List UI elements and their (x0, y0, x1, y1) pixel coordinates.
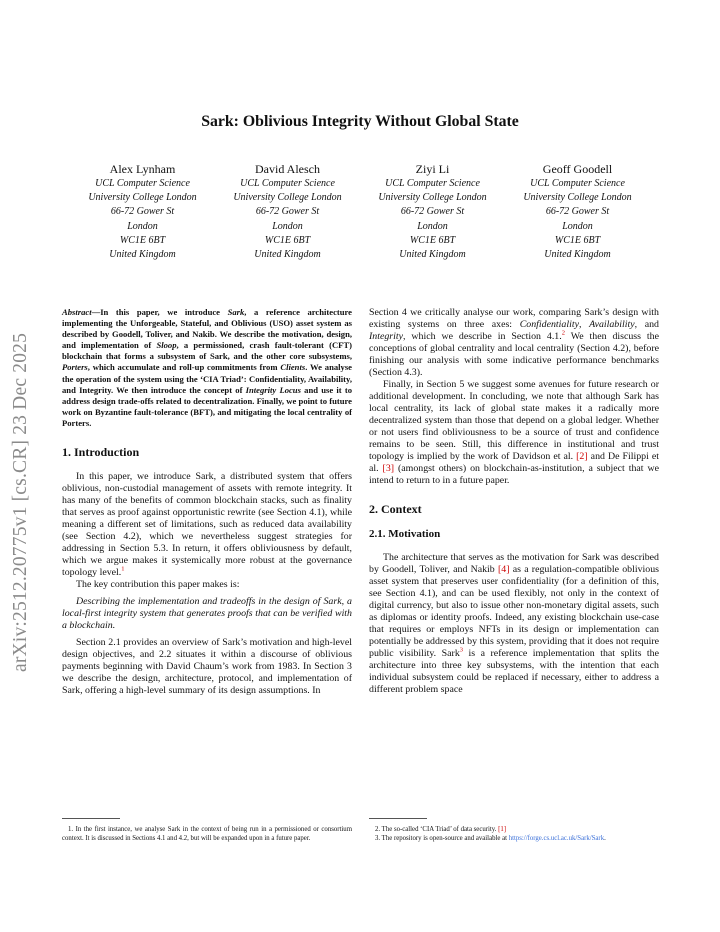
footnote-rule (369, 818, 427, 819)
author-country: United Kingdom (254, 249, 321, 261)
footnote-text: . (604, 834, 606, 842)
citation-link[interactable]: [3] (382, 463, 395, 474)
abstract-text: In this paper, we introduce (100, 307, 228, 317)
subsection-heading: 2.1. Motivation (369, 528, 441, 540)
footnote-marker[interactable]: 2 (561, 329, 565, 337)
footnote-rule (62, 818, 120, 819)
footnote-text: 2. The so-called ‘CIA Triad’ of data security. (375, 826, 499, 833)
paragraph-text: Section 4 we critically analyse our work, comparing Sark’s design with existing systems on three axes: (369, 307, 659, 330)
author-city: London (127, 220, 158, 232)
paragraph-text: , which we describe in Section 4.1. (403, 331, 562, 342)
footnotes-right (369, 826, 659, 843)
author-name: Geoff Goodell (542, 162, 613, 176)
arxiv-stamp-text: arXiv:2512.20775v1 [cs.CR] 23 Dec 2025 (10, 332, 31, 672)
abstract-emph: Integrity Locus (245, 384, 301, 395)
author-name: Alex Lynham (109, 162, 176, 176)
abstract-text: , a permissioned, crash fault-tolerant (CFT) blockchain that forms a subsystem of Sark, and the other core subsystems, (62, 340, 352, 362)
author-institution: University College London (378, 192, 487, 204)
author-name: Ziyi Li (415, 162, 450, 176)
footnote: 1. In the first instance, we analyse Sark in the context of being run in a permissioned or consortium context. It is discussed in Sections 4.1 and 4.2, but will be expanded upon in a future paper. (62, 826, 352, 842)
author-block (215, 162, 360, 262)
paragraph-text: and De Filippi et al. (369, 451, 659, 474)
abstract-emph: Sark (227, 307, 245, 317)
paragraph-text: The architecture that serves as the motivation for Sark was described by Goodell, Toliver, and Nakib (369, 552, 659, 575)
paragraph-text: as a regulation-compatible oblivious asset system that preserves user confidentiality (for a definition of this, see Section 4.1), and can be used flexibly, not only in the context of digital currency, but also to issue other non-monetary digital assets, such as diplomas or identity proofs. Indeed, any existing blockchain use-case that requires or employs NFTs in its design or implementation can potentially be addressed by this system, providing that it does not require public visibility. Sark (369, 564, 659, 659)
author-block (505, 162, 650, 262)
author-block (360, 162, 505, 262)
footnote (369, 835, 659, 844)
contribution-statement: Describing the implementation and tradeoffs in the design of Sark, a local-first integrity system that generates proofs that can be verified with a blockchain. (62, 596, 352, 632)
section-heading: 1. Introduction (62, 445, 140, 460)
author-list (70, 162, 650, 262)
author-dept: UCL Computer Science (385, 178, 480, 189)
abstract (62, 307, 352, 429)
abstract-emph: Porters (62, 362, 88, 373)
footnote (369, 826, 659, 835)
body-paragraph (369, 307, 659, 379)
abstract-emph: Sloop (156, 340, 177, 351)
abstract-text: . We analyse the operation of the system using the ‘CIA Triad’: Confidentiality, Availability, and Integrity. We then introduce the concept of (62, 362, 352, 395)
footnote-marker[interactable]: 3 (459, 646, 464, 654)
author-postcode: WC1E 6BT (409, 234, 456, 246)
author-country: United Kingdom (109, 249, 176, 261)
body-paragraph: Section 2.1 provides an overview of Sark’s motivation and high-level design objectives, and 2.2 situates it within a discourse of oblivious payments beginning with David Chaum’s work from 1983. In Section 3 we describe the design, architecture, protocol, and implementation of Sark, offering a high-level summary of its design assumptions. In (62, 637, 352, 697)
right-column (369, 307, 659, 696)
paragraph-text: (amongst others) on blockchain-as-institution, a subject that we intend to return to in a future paper. (369, 463, 659, 486)
abstract-text: , a reference architecture implementing the Unforgeable, Stateful, and Oblivious (USO) asset system as described by Goodell, Toliver, and Nakib. We describe the motivation, design, and implementation of (62, 307, 352, 351)
abstract-emph: Clients (280, 362, 306, 373)
author-dept: UCL Computer Science (240, 178, 335, 189)
author-institution: University College London (88, 192, 197, 204)
author-country: United Kingdom (544, 249, 611, 261)
author-institution: University College London (233, 192, 342, 204)
footnotes-left (62, 826, 352, 843)
author-city: London (272, 220, 303, 232)
author-institution: University College London (523, 192, 632, 204)
paragraph-text: is a reference implementation that splits the architecture into three key subsystems, with the intention that each individual subsystem could be replaced if necessary, either to address a different problem space (369, 648, 659, 695)
citation-link[interactable]: [2] (576, 451, 588, 462)
author-name: David Alesch (255, 162, 320, 176)
abstract-text: , which accumulate and roll-up commitments from (87, 362, 281, 373)
axis-term: Confidentiality (519, 319, 579, 330)
repository-link[interactable]: https://forge.cs.ucl.ac.uk/Sark/Sark (508, 834, 605, 842)
author-country: United Kingdom (399, 249, 466, 261)
abstract-text: and use it to address design trade-offs related to decentralization. Finally, we point to future work on Byzantine fault-tolerance (BFT), and mitigating the local centrality of Porters. (62, 384, 352, 428)
author-street: 66-72 Gower St (255, 206, 320, 218)
author-dept: UCL Computer Science (530, 178, 625, 189)
abstract-dash: — (91, 307, 101, 317)
paragraph-text: In this paper, we introduce Sark, a distributed system that offers oblivious, non-custodial management of assets with remote integrity. It has many of the benefits of common blockchain stacks, such as finality that serves as proof against opportunistic rewrite (see Section 4.1), while meaning a different set of limitations, such as reduced data availability (see Section 4.2), which we nevertheless suggest strategies for addressing in Section 5.3. In return, it offers obliviousness by default, which we argue makes it systemically more robust at the governance topology level. (62, 471, 352, 579)
section-heading: 2. Context (369, 502, 422, 516)
paragraph-text: We then discuss the conceptions of global centrality and local centrality (Section 4.2), before finishing our analysis with some indicative performance benchmarks (Section 4.3). (369, 331, 659, 378)
body-paragraph: The key contribution this paper makes is: (76, 579, 240, 591)
citation-link[interactable]: [1] (498, 826, 507, 833)
paper-title: Sark: Oblivious Integrity Without Global State (201, 113, 519, 130)
author-block (70, 162, 215, 262)
author-postcode: WC1E 6BT (119, 234, 166, 246)
author-dept: UCL Computer Science (95, 178, 190, 189)
abstract-label: Abstract (62, 307, 92, 317)
paragraph-text: , and (634, 319, 659, 330)
axis-term: Availability (589, 319, 635, 330)
axis-term: Integrity (369, 331, 404, 342)
body-paragraph (62, 471, 352, 579)
author-street: 66-72 Gower St (400, 206, 465, 218)
author-postcode: WC1E 6BT (554, 234, 601, 246)
body-paragraph (369, 552, 659, 696)
body-paragraph (369, 379, 659, 487)
author-postcode: WC1E 6BT (264, 234, 311, 246)
paragraph-text: , (578, 319, 590, 330)
author-street: 66-72 Gower St (110, 206, 175, 218)
author-city: London (562, 220, 593, 232)
author-city: London (417, 220, 448, 232)
left-column (62, 307, 352, 697)
footnote-text: 3. The repository is open-source and available at (375, 834, 509, 842)
paragraph-text: Finally, in Section 5 we suggest some avenues for future research or additional development. In concluding, we note that although Sark has local centrality, its lack of global state makes it a radically more decentralized system than those that depend on a global ledger. Whether or not users find obliviousness to be a source of trust and confidence remains to be seen. Still, this difference in institutional and trust topology is implied by the work of Davidson et al. (369, 379, 659, 462)
footnote-marker[interactable]: 1 (121, 565, 125, 573)
author-street: 66-72 Gower St (545, 206, 610, 218)
citation-link[interactable]: [4] (497, 564, 510, 575)
